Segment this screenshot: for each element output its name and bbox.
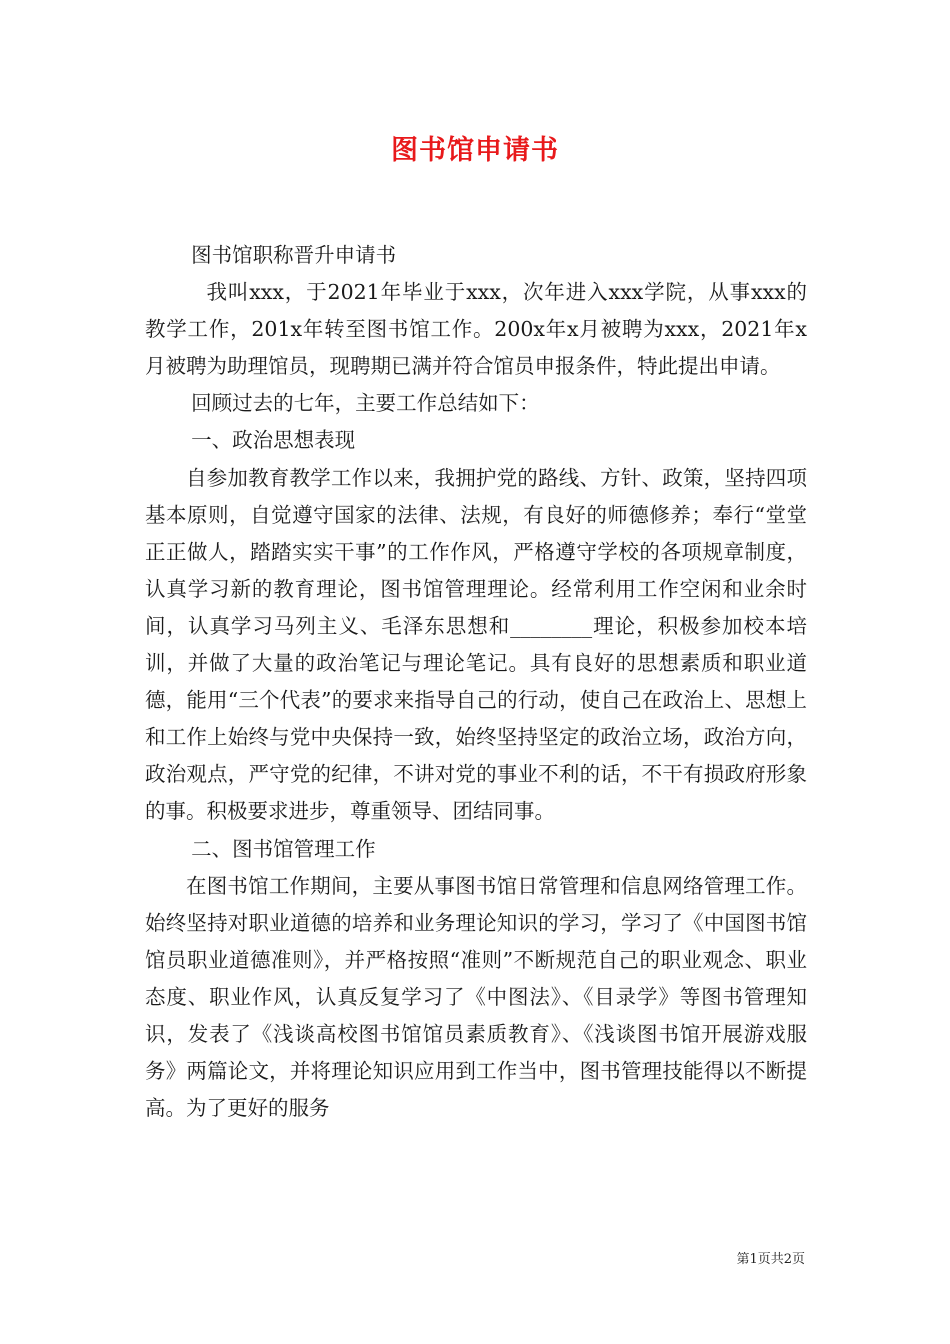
page-number: 第1页共2页	[736, 1252, 805, 1267]
document-body	[145, 237, 807, 1127]
document-subtitle: 图书馆职称晋升申请书	[191, 243, 397, 267]
paragraph-political: 自参加教育教学工作以来，我拥护党的路线、方针、政策，坚持四项基本原则，自觉遵守国家的法律、法规，有良好的师德修养；奉行“堂堂正正做人，踏踏实实干事”的工作作风，严格遵守学校的各项规章制度，认真学习新的教育理论，图书馆管理理论。经常利用工作空闲和业余时间，认真学习马列主义、毛泽东思想和________理论，积极参加校本培训，并做了大量的政治笔记与理论笔记。具有良好的思想素质和职业道德，能用“三个代表”的要求来指导自己的行动，使自己在政治上、思想上和工作上始终与党中央保持一致，始终坚持坚定的政治立场，政治方向，政治观点，严守党的纪律，不讲对党的事业不利的话，不干有损政府形象的事。积极要求进步，尊重领导、团结同事。	[145, 465, 807, 824]
paragraph-review: 回顾过去的七年，主要工作总结如下：	[191, 391, 540, 416]
section-heading-political: 一、政治思想表现	[191, 428, 356, 453]
paragraph-library: 在图书馆工作期间，主要从事图书馆日常管理和信息网络管理工作。始终坚持对职业道德的培养和业务理论知识的学习，学习了《中国图书馆馆员职业道德准则》，并严格按照“准则”不断规范自己的职业观念、职业态度、职业作风，认真反复学习了《中图法》、《目录学》等图书管理知识，发表了《浅谈高校图书馆馆员素质教育》、《浅谈图书馆开展游戏服务》两篇论文，并将理论知识应用到工作当中，图书管理技能得以不断提高。为了更好的服务	[145, 873, 807, 1121]
document-title: 图书馆申请书	[391, 135, 559, 166]
paragraph-introduction: 我叫xxx，于2021年毕业于xxx，次年进入xxx学院，从事xxx的教学工作，201x年转至图书馆工作。200x年x月被聘为xxx，2021年x月被聘为助理馆员，现聘期已满并符合馆员申报条件，特此提出申请。	[145, 280, 807, 379]
section-heading-library: 二、图书馆管理工作	[191, 836, 376, 861]
